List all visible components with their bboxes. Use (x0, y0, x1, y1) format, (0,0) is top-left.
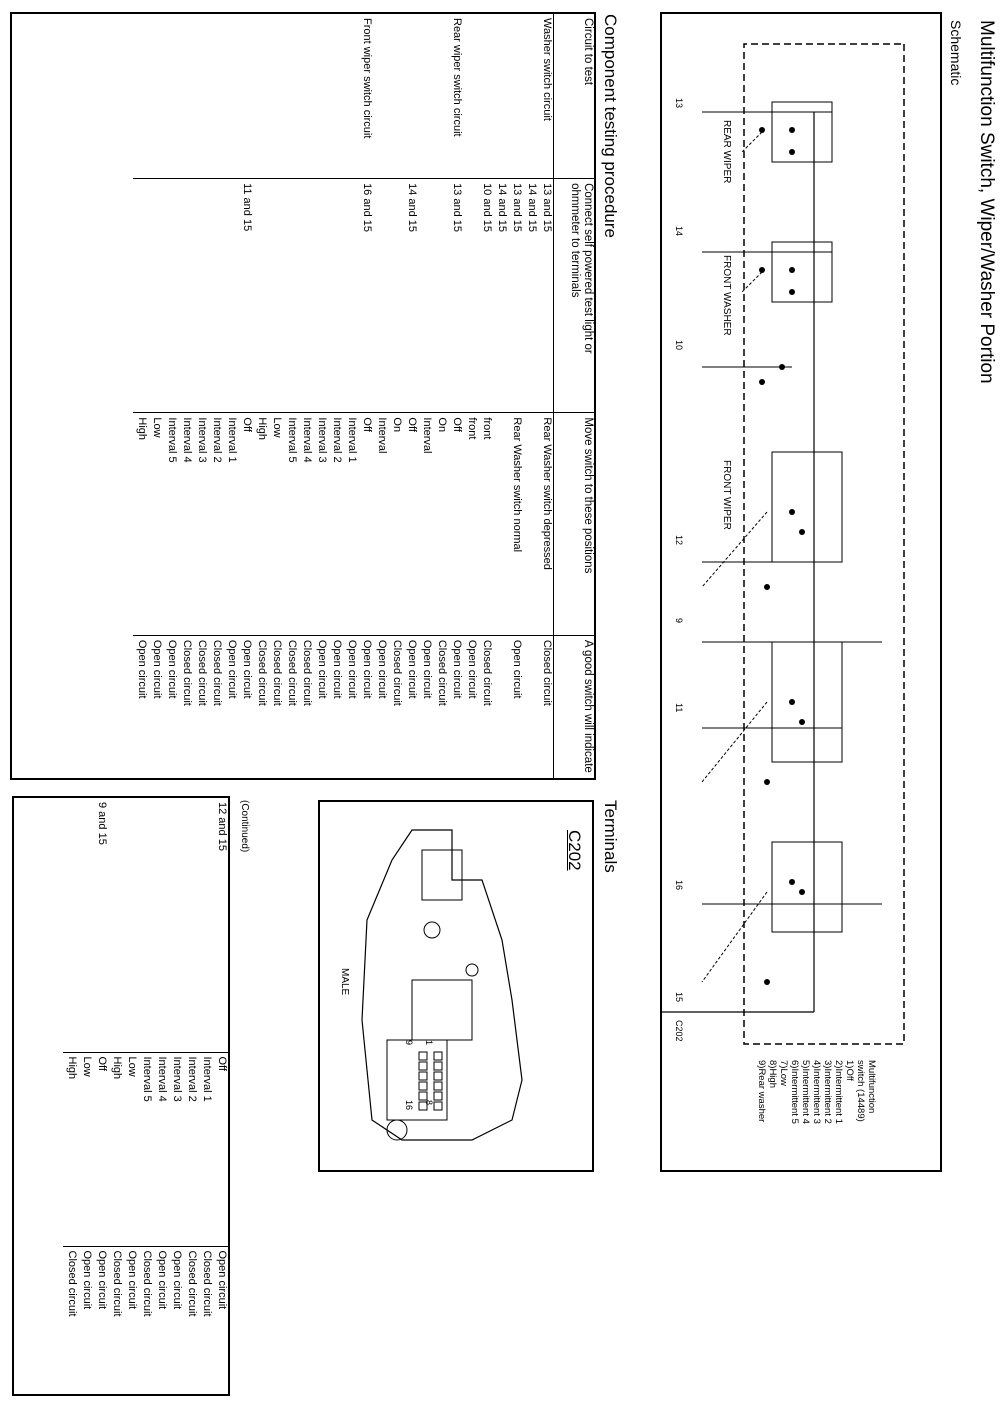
cell-position: Interval 4 (298, 413, 313, 635)
table-row (373, 14, 388, 778)
cell-terminals (163, 179, 178, 413)
cell-result: Open circuit (463, 635, 478, 778)
cell-position: Interval 5 (283, 413, 298, 635)
table-row (223, 14, 238, 778)
cell-result: Open circuit (163, 635, 178, 778)
cell-position: Interval 5 (163, 413, 178, 635)
col-position: Move switch to these positions (554, 413, 595, 635)
cell-terminals (418, 179, 433, 413)
cell-result: Closed circuit (108, 1246, 123, 1394)
cell-circuit (343, 14, 358, 179)
cell-circuit (403, 14, 418, 179)
table-row (63, 798, 78, 1394)
table-row (163, 14, 178, 778)
continued-table-box (12, 796, 230, 1396)
pin-9: 9 (404, 1040, 414, 1046)
cell-position: High (108, 1052, 123, 1246)
cell-terminals: 14 and 15 (493, 179, 508, 413)
cell-result: Open circuit (93, 1246, 108, 1394)
table-row (253, 14, 268, 778)
cell-result: Open circuit (133, 635, 148, 778)
testing-heading: Component testing procedure (601, 14, 620, 238)
connector-c202-label: C202 (674, 1020, 684, 1042)
cell-position: Interval 1 (198, 1052, 213, 1246)
continued-label: (Continued) (239, 800, 250, 853)
cell-result: Closed circuit (478, 635, 493, 778)
table-row (93, 798, 108, 1394)
cell-circuit (298, 14, 313, 179)
cell-terminals (283, 179, 298, 413)
table-row (148, 14, 163, 778)
cell-result (523, 635, 538, 778)
cell-position: Rear Washer switch normal (508, 413, 523, 635)
cell-result: Open circuit (328, 635, 343, 778)
col-terminals: Connect self powered test light or ohmmeter to terminals (554, 179, 595, 413)
testing-table-box (10, 12, 596, 780)
table-row (478, 14, 493, 778)
cell-terminals (168, 798, 183, 1052)
cell-circuit (328, 14, 343, 179)
connector-id: C202 (565, 830, 584, 871)
table-row (418, 14, 433, 778)
cell-result: Closed circuit (388, 635, 403, 778)
cell-terminals: 14 and 15 (523, 179, 538, 413)
cell-terminals (313, 179, 328, 413)
cell-circuit: Rear wiper switch circuit (451, 18, 463, 137)
cell-circuit (433, 14, 448, 179)
cell-terminals (388, 179, 403, 413)
cell-result: Closed circuit (198, 1246, 213, 1394)
table-row (448, 14, 463, 778)
cell-terminals (78, 798, 93, 1052)
cell-terminals: 11 and 15 (238, 179, 253, 413)
cell-terminals (63, 798, 78, 1052)
cell-terminals (198, 798, 213, 1052)
cell-result: Closed circuit (63, 1246, 78, 1394)
table-row (343, 14, 358, 778)
cell-result: Open circuit (313, 635, 328, 778)
col-circuit: Circuit to test (554, 14, 595, 179)
table-row (193, 14, 208, 778)
cell-result: Open circuit (223, 635, 238, 778)
cell-position: Interval 1 (223, 413, 238, 635)
cell-position: High (63, 1052, 78, 1246)
cell-result: Open circuit (508, 635, 523, 778)
cell-result: Open circuit (78, 1246, 93, 1394)
cell-position: Interval 1 (343, 413, 358, 635)
cell-circuit (178, 14, 193, 179)
cell-circuit (133, 14, 148, 179)
cell-position: Interval (373, 413, 388, 635)
cell-terminals (343, 179, 358, 413)
cell-result: Open circuit (213, 1246, 228, 1394)
table-row (198, 798, 213, 1394)
connector-drawing (352, 820, 572, 1160)
table-row (433, 14, 448, 778)
switch-legend: Multifunction switch (14489) 1)Off 2)Intermittent 1 3)Intermittent 2 4)Intermittent 3 5)Intermittent 4 6)Intermittent 5 7)Low 8)High 9)Rear washer (756, 1060, 877, 1124)
cell-circuit (373, 14, 388, 179)
table-row (178, 14, 193, 778)
cell-position: Low (268, 413, 283, 635)
table-row (208, 14, 223, 778)
cell-position (493, 413, 508, 635)
cell-position: High (253, 413, 268, 635)
cell-result: Open circuit (403, 635, 418, 778)
cell-result: Closed circuit (538, 635, 554, 778)
page-title: Multifunction Switch, Wiper/Washer Portion (976, 20, 997, 384)
cell-result (493, 635, 508, 778)
cell-circuit (418, 14, 433, 179)
cell-position: Off (448, 413, 463, 635)
cell-position: front (463, 413, 478, 635)
terminal-10: 10 (674, 340, 684, 351)
cell-terminals (253, 179, 268, 413)
cell-terminals (433, 179, 448, 413)
table-row (313, 14, 328, 778)
cell-position (523, 413, 538, 635)
front-wiper-label: FRONT WIPER (721, 460, 732, 530)
table-row (283, 14, 298, 778)
testing-table-header (554, 14, 595, 778)
pin-16: 16 (404, 1100, 414, 1111)
table-row (123, 798, 138, 1394)
cell-position: Interval 2 (328, 413, 343, 635)
cell-terminals: 12 and 15 (216, 802, 228, 851)
table-row (463, 14, 478, 778)
cell-circuit (463, 14, 478, 179)
rear-wiper-label: REAR WIPER (721, 120, 732, 184)
cell-circuit: Washer switch circuit (541, 18, 553, 121)
cell-circuit (238, 14, 253, 179)
cell-position: Interval 2 (183, 1052, 198, 1246)
cell-position: Low (78, 1052, 93, 1246)
cell-terminals (153, 798, 168, 1052)
cell-terminals (328, 179, 343, 413)
cell-result: Closed circuit (298, 635, 313, 778)
cell-position: Interval 4 (153, 1052, 168, 1246)
cell-result: Open circuit (168, 1246, 183, 1394)
cell-result: Open circuit (153, 1246, 168, 1394)
cell-circuit (223, 14, 238, 179)
cell-result: Closed circuit (138, 1246, 153, 1394)
cell-result: Open circuit (418, 635, 433, 778)
cell-circuit (388, 14, 403, 179)
cell-circuit (268, 14, 283, 179)
cell-circuit (313, 14, 328, 179)
cell-terminals: 14 and 15 (403, 179, 418, 413)
cell-terminals: 10 and 15 (478, 179, 493, 413)
cell-position: Off (213, 1052, 228, 1246)
cell-terminals (133, 179, 148, 413)
terminal-16: 16 (674, 880, 684, 891)
table-row (78, 798, 93, 1394)
cell-position: On (433, 413, 448, 635)
cell-position: Interval 3 (193, 413, 208, 635)
cell-terminals (373, 179, 388, 413)
cell-terminals (463, 179, 478, 413)
pin-8: 8 (424, 1100, 434, 1106)
front-washer-label: FRONT WASHER (721, 255, 732, 336)
cell-position: Off (358, 413, 373, 635)
cell-result: Closed circuit (183, 1246, 198, 1394)
cell-result: Closed circuit (178, 635, 193, 778)
cell-position: Low (148, 413, 163, 635)
cell-position: Interval (418, 413, 433, 635)
cell-result: Closed circuit (283, 635, 298, 778)
table-row (153, 798, 168, 1394)
connector-gender: MALE (339, 968, 350, 996)
cell-result: Closed circuit (433, 635, 448, 778)
cell-result: Open circuit (358, 635, 373, 778)
table-row (538, 14, 554, 778)
cell-terminals (298, 179, 313, 413)
table-row (168, 798, 183, 1394)
cell-terminals: 13 and 15 (508, 179, 523, 413)
cell-circuit (493, 14, 508, 179)
cell-position: On (388, 413, 403, 635)
cell-circuit (508, 14, 523, 179)
cell-terminals (138, 798, 153, 1052)
cell-result: Closed circuit (253, 635, 268, 778)
schematic-diagram (660, 12, 942, 1172)
table-row (183, 798, 198, 1394)
cell-terminals (223, 179, 238, 413)
cell-circuit (163, 14, 178, 179)
cell-result: Closed circuit (208, 635, 223, 778)
cell-circuit: Front wiper switch circuit (361, 18, 373, 139)
cell-position: Low (123, 1052, 138, 1246)
terminals-heading: Terminals (601, 800, 620, 873)
cell-position: Rear Washer switch depressed (538, 413, 554, 635)
table-row (238, 14, 253, 778)
table-row (493, 14, 508, 778)
cell-position: Off (93, 1052, 108, 1246)
cell-terminals: 9 and 15 (96, 802, 108, 845)
cell-terminals (208, 179, 223, 413)
cell-circuit (523, 14, 538, 179)
cell-terminals: 13 and 15 (448, 179, 463, 413)
table-row (388, 14, 403, 778)
cell-circuit (208, 14, 223, 179)
cell-terminals (108, 798, 123, 1052)
cell-position: Interval 4 (178, 413, 193, 635)
terminal-14: 14 (674, 226, 684, 237)
table-row (523, 14, 538, 778)
cell-terminals (268, 179, 283, 413)
terminal-15: 15 (674, 992, 684, 1003)
cell-terminals (123, 798, 138, 1052)
cell-position: Interval 5 (138, 1052, 153, 1246)
cell-circuit (253, 14, 268, 179)
terminal-9: 9 (674, 618, 684, 624)
cell-circuit (478, 14, 493, 179)
cell-result: Open circuit (373, 635, 388, 778)
cell-terminals (178, 179, 193, 413)
terminal-13: 13 (674, 98, 684, 109)
col-result: A good switch will indicate (554, 635, 595, 778)
table-row (328, 14, 343, 778)
continued-table (63, 798, 228, 1394)
table-row (358, 14, 373, 778)
cell-position: Interval 3 (313, 413, 328, 635)
cell-position: front (478, 413, 493, 635)
cell-position: Off (403, 413, 418, 635)
cell-terminals (193, 179, 208, 413)
page-subtitle: Schematic (948, 20, 964, 86)
table-row (298, 14, 313, 778)
table-row (108, 798, 123, 1394)
pin-1: 1 (424, 1040, 434, 1046)
cell-position: Interval 2 (208, 413, 223, 635)
cell-position: High (133, 413, 148, 635)
table-row (508, 14, 523, 778)
cell-result: Open circuit (448, 635, 463, 778)
testing-table (133, 14, 594, 778)
cell-result: Open circuit (148, 635, 163, 778)
cell-circuit (148, 14, 163, 179)
cell-result: Open circuit (343, 635, 358, 778)
table-row (403, 14, 418, 778)
cell-terminals: 13 and 15 (538, 179, 554, 413)
cell-circuit (283, 14, 298, 179)
cell-position: Interval 3 (168, 1052, 183, 1246)
cell-result: Closed circuit (268, 635, 283, 778)
cell-circuit (193, 14, 208, 179)
cell-result: Open circuit (238, 635, 253, 778)
terminal-11: 11 (674, 703, 684, 713)
cell-terminals: 16 and 15 (358, 179, 373, 413)
terminal-12: 12 (674, 535, 684, 546)
cell-position: Off (238, 413, 253, 635)
cell-result: Open circuit (123, 1246, 138, 1394)
table-row (213, 798, 228, 1394)
cell-result: Closed circuit (193, 635, 208, 778)
table-row (268, 14, 283, 778)
cell-terminals (148, 179, 163, 413)
table-row (138, 798, 153, 1394)
table-row (133, 14, 148, 778)
cell-terminals (183, 798, 198, 1052)
